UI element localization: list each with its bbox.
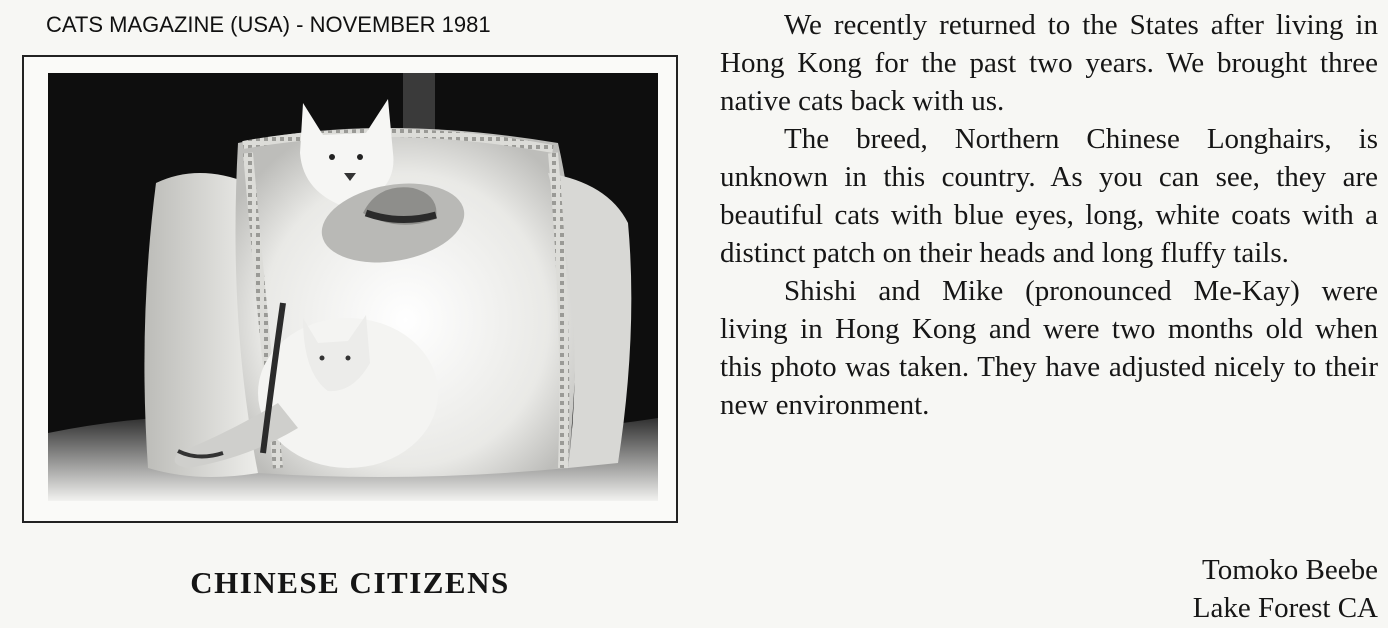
article-body [720,6,1378,424]
author-name: Tomoko Beebe [1202,554,1378,586]
cats-photo [48,73,658,501]
lower-cat-body [258,318,438,468]
author-signature [978,551,1378,627]
magazine-header: CATS MAGAZINE (USA) - NOVEMBER 1981 [46,12,491,37]
author-location: Lake Forest CA [1192,592,1378,624]
cats-on-cushion-photo [48,73,658,501]
top-cat-eye-left [329,154,335,160]
article-paragraph-2: The breed, Northern Chinese Longhairs, is unknown in this country. As you can see, they are beautiful cats with blue eyes, long, white coats with a distinct patch on their heads and long fluffy tails. [720,123,1378,269]
top-cat-eye-right [357,154,363,160]
lower-cat-eye-left [320,356,325,361]
photo-caption: CHINESE CITIZENS [190,565,510,600]
photo-frame [22,55,678,523]
article-paragraph-3: Shishi and Mike (pronounced Me-Kay) were living in Hong Kong and were two months old when this photo was taken. They have adjusted nicely to their new environment. [720,275,1378,421]
article-paragraph-1: We recently returned to the States after living in Hong Kong for the past two years. We brought three native cats back with us. [720,9,1378,117]
lower-cat-eye-right [346,356,351,361]
